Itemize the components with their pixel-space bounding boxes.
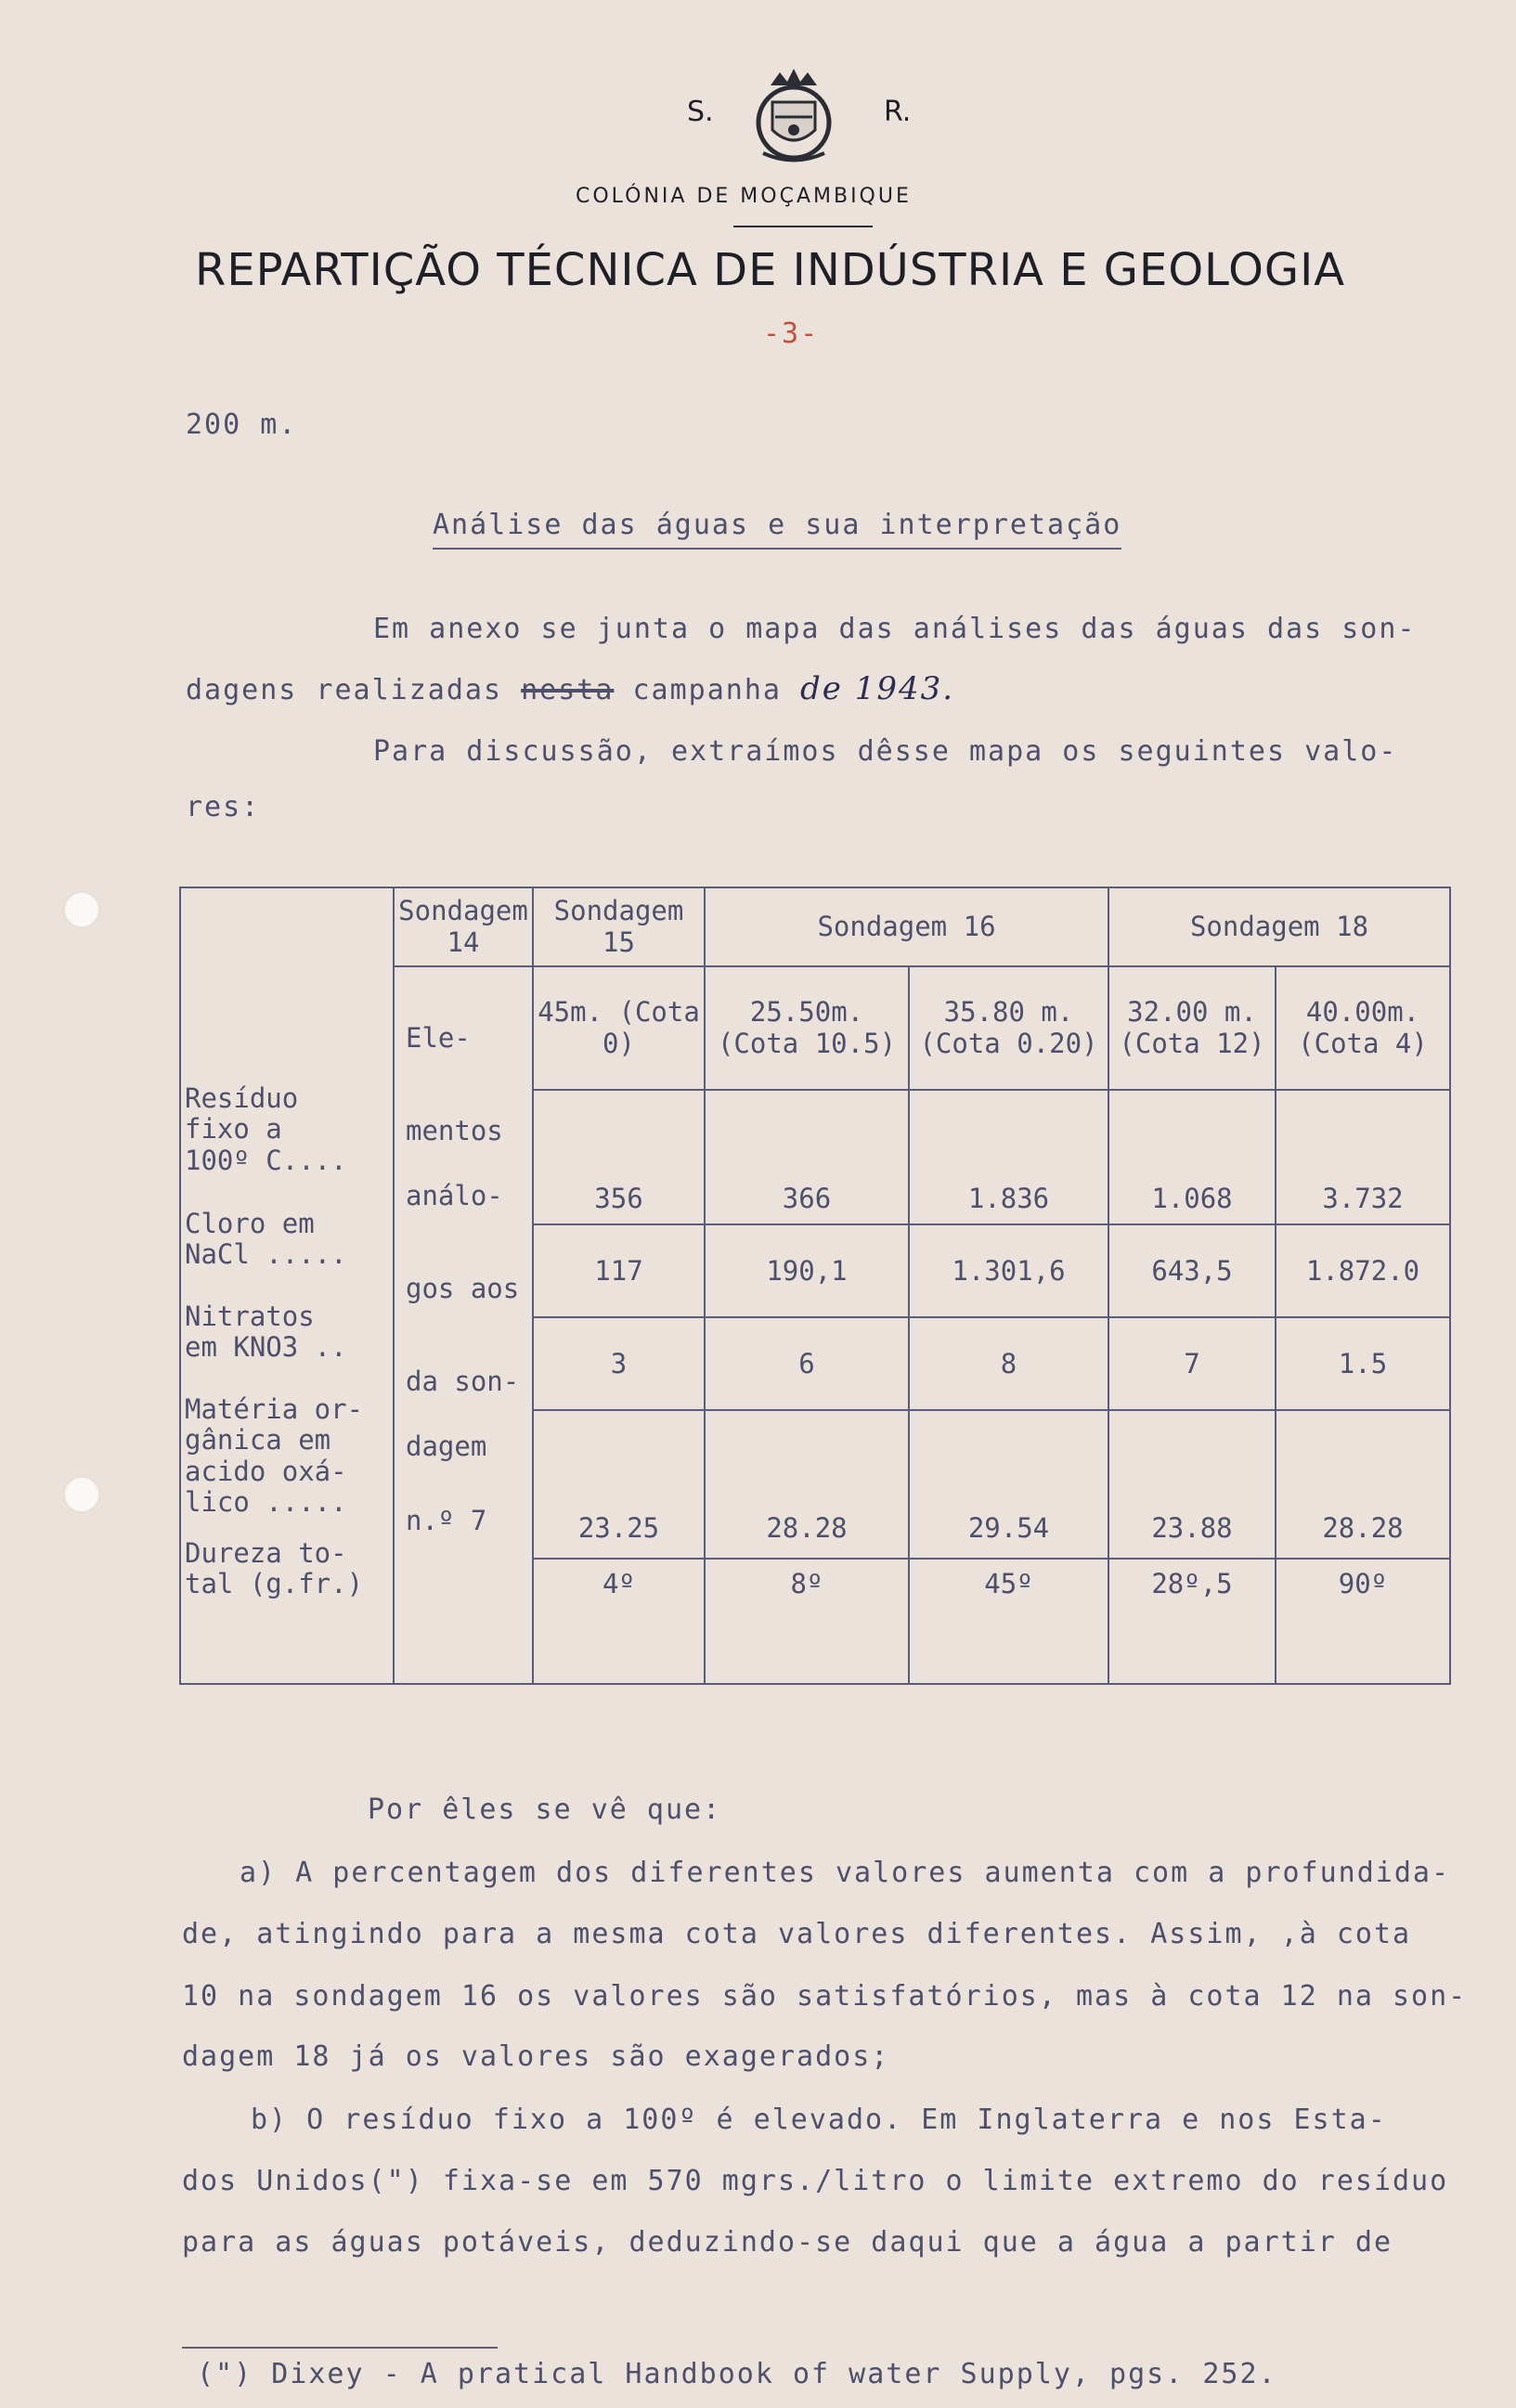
table-cell: 366 [705, 1090, 909, 1224]
depth-cell-s18b: 40.00m. (Cota 4) [1276, 966, 1450, 1090]
item-b-line-2: dos Unidos(") fixa-se em 570 mgrs./litro o limite extremo do resíduo [182, 2165, 1449, 2197]
table-cell: 1.836 [909, 1090, 1108, 1224]
table-cell: 3 [533, 1317, 705, 1410]
paragraph-2-line-2: res: [186, 791, 261, 823]
table-cell: 1.872.0 [1276, 1224, 1450, 1317]
water-analysis-table [179, 887, 1451, 1685]
table-cell: 4º [533, 1559, 705, 1684]
table-cell: 3.732 [1276, 1090, 1450, 1224]
table-cell: 8 [909, 1317, 1108, 1410]
depth-cell-s16b: 35.80 m. (Cota 0.20) [909, 966, 1108, 1090]
item-a-line-4: dagem 18 já os valores são exagerados; [182, 2040, 890, 2073]
paragraph-1-text-start: dagens realizadas [186, 674, 503, 706]
depth-cell-s16a: 25.50m. (Cota 10.5) [705, 966, 909, 1090]
table-cell: 28º,5 [1108, 1559, 1276, 1684]
table-cell: 45º [909, 1559, 1108, 1684]
footnote: (") Dixey - A pratical Handbook of water Supply, pgs. 252. [197, 2358, 1277, 2390]
punch-hole-bottom [63, 1476, 100, 1513]
table-cell: 117 [533, 1224, 705, 1317]
table-cell: 6 [705, 1317, 909, 1410]
row-label-cloro: Cloro em NaCl ..... [185, 1208, 347, 1271]
coat-of-arms-icon [743, 65, 845, 167]
paragraph-2-line-1: Para discussão, extraímos dêsse mapa os seguintes valo- [373, 735, 1398, 768]
row-label-nitratos: Nitratos em KNO3 .. [185, 1301, 347, 1364]
paragraph-1-line-2 [186, 670, 954, 707]
depth-note: 200 m. [186, 408, 298, 441]
item-a-line-1: a) A percentagem dos diferentes valores aumenta com a profundida- [240, 1857, 1450, 1889]
table-cell: 28.28 [1276, 1410, 1450, 1559]
table-cell: 190,1 [705, 1224, 909, 1317]
table-cell: 28.28 [705, 1410, 909, 1559]
section-title-underline [433, 548, 1121, 550]
sondagem-14-note: Ele- mentos análo- gos aos da son- dagem n.º 7 [394, 966, 533, 1684]
header-sondagem-18: Sondagem 18 [1108, 887, 1450, 966]
table-cell: 7 [1108, 1317, 1276, 1410]
item-a-line-3: 10 na sondagem 16 os valores são satisfatórios, mas à cota 12 na son- [182, 1980, 1468, 2013]
row-label-residuo: Resíduo fixo a 100º C.... [185, 1082, 347, 1176]
row-label-dureza: Dureza to- tal (g.fr.) [185, 1537, 364, 1600]
depth-cell-s18a: 32.00 m. (Cota 12) [1108, 966, 1276, 1090]
section-title: Análise das águas e sua interpretação [433, 509, 1122, 541]
table-cell: 29.54 [909, 1410, 1108, 1559]
header-sondagem-15: Sondagem 15 [533, 887, 705, 966]
handwritten-insertion: de 1943. [800, 670, 955, 707]
header-left-initial: S. [687, 96, 714, 128]
row-labels-column [180, 887, 394, 1684]
depth-cell-s15: 45m. (Cota 0) [533, 966, 705, 1090]
footnote-rule [182, 2347, 498, 2349]
header-right-initial: R. [884, 96, 912, 128]
table-cell: 8º [705, 1559, 909, 1684]
paragraph-1-text-mid: campanha [632, 674, 782, 706]
item-b-line-3: para as águas potáveis, deduzindo-se daqui que a água a partir de [182, 2226, 1393, 2259]
struck-word: nesta [521, 674, 615, 706]
table-cell: 1.068 [1108, 1090, 1276, 1224]
body-lead: Por êles se vê que: [368, 1793, 722, 1826]
header-divider [733, 226, 873, 227]
table-cell: 1.301,6 [909, 1224, 1108, 1317]
row-label-materia-organica: Matéria or- gânica em acido oxá- lico ..... [185, 1393, 364, 1519]
punch-hole-top [63, 891, 100, 928]
department-name: REPARTIÇÃO TÉCNICA DE INDÚSTRIA E GEOLOGIA [195, 244, 1346, 296]
table-cell: 356 [533, 1090, 705, 1224]
table-cell: 643,5 [1108, 1224, 1276, 1317]
table-cell: 1.5 [1276, 1317, 1450, 1410]
table-cell: 90º [1276, 1559, 1450, 1684]
item-b-line-1: b) O resíduo fixo a 100º é elevado. Em Inglaterra e nos Esta- [251, 2104, 1387, 2136]
header-sondagem-16: Sondagem 16 [705, 887, 1108, 966]
page-number: -3- [763, 317, 820, 350]
item-a-line-2: de, atingindo para a mesma cota valores diferentes. Assim, ,à cota [182, 1918, 1412, 1950]
colony-name: COLÓNIA DE MOÇAMBIQUE [576, 185, 912, 208]
table-cell: 23.25 [533, 1410, 705, 1559]
table-cell: 23.88 [1108, 1410, 1276, 1559]
header-sondagem-14: Sondagem 14 [394, 887, 533, 966]
paragraph-1-line-1: Em anexo se junta o mapa das análises das águas das son- [373, 613, 1417, 645]
table-header-row [180, 887, 1450, 966]
